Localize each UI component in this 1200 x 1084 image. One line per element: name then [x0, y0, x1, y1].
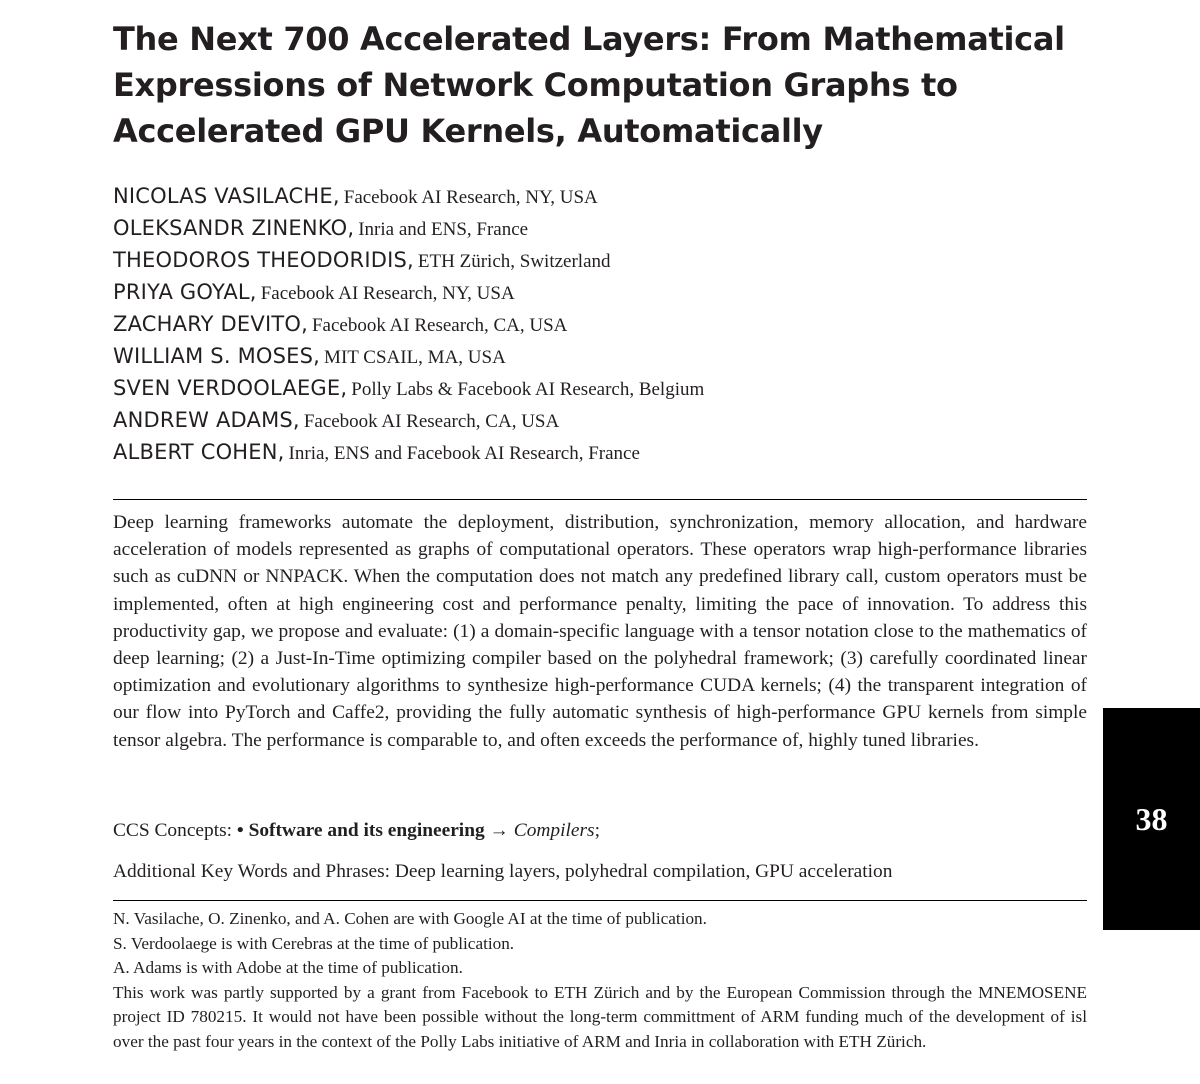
- author-name: ANDREW ADAMS,: [113, 408, 300, 432]
- footnote: A. Adams is with Adobe at the time of publication.: [113, 958, 463, 978]
- author-affiliation: Inria, ENS and Facebook AI Research, France: [288, 443, 640, 464]
- ccs-end: ;: [594, 820, 600, 841]
- author-list: [113, 180, 1113, 468]
- author-entry: [113, 404, 1113, 436]
- author-name: SVEN VERDOOLAEGE,: [113, 376, 348, 400]
- keywords-label: Additional Key Words and Phrases:: [113, 861, 391, 882]
- ccs-concepts: [113, 817, 1087, 845]
- author-affiliation: Facebook AI Research, CA, USA: [311, 315, 568, 336]
- author-name: ZACHARY DEVITO,: [113, 312, 308, 336]
- author-name: ALBERT COHEN,: [113, 440, 285, 464]
- author-entry: [113, 180, 1113, 212]
- author-entry: [113, 212, 1113, 244]
- author-entry: [113, 244, 1113, 276]
- ccs-bullet: •: [236, 820, 244, 841]
- author-affiliation: MIT CSAIL, MA, USA: [324, 347, 506, 368]
- author-entry: [113, 308, 1113, 340]
- author-name: WILLIAM S. MOSES,: [113, 344, 321, 368]
- author-affiliation: Inria and ENS, France: [358, 219, 529, 240]
- abstract-top-rule: [113, 499, 1087, 500]
- keywords: [113, 858, 1087, 886]
- author-entry: [113, 276, 1113, 308]
- footnotes: [113, 907, 1087, 1055]
- author-entry: [113, 372, 1113, 404]
- ccs-label: CCS Concepts:: [113, 820, 233, 841]
- page-number-tab: [1103, 708, 1200, 930]
- author-affiliation: Facebook AI Research, NY, USA: [343, 187, 598, 208]
- author-name: PRIYA GOYAL,: [113, 280, 257, 304]
- footnote: S. Verdoolaege is with Cerebras at the time of publication.: [113, 933, 515, 953]
- author-affiliation: Facebook AI Research, CA, USA: [303, 411, 560, 432]
- author-affiliation: ETH Zürich, Switzerland: [417, 251, 611, 272]
- author-entry: [113, 340, 1113, 372]
- footnote: N. Vasilache, O. Zinenko, and A. Cohen are with Google AI at the time of publication.: [113, 909, 707, 928]
- ccs-subconcept: Compilers: [513, 820, 595, 841]
- footnote-rule: [113, 900, 1087, 901]
- author-name: THEODOROS THEODORIDIS,: [113, 248, 414, 272]
- ccs-concept: Software and its engineering: [248, 820, 485, 841]
- author-name: OLEKSANDR ZINENKO,: [113, 216, 355, 240]
- footnote-funding: This work was partly supported by a grant from Facebook to ETH Zürich and by the European Commission through the MNEMOSENE project ID 780215. It would not have been possible without the long-term committment of ARM funding much of the development of isl over the past four years in the context of the Polly Labs initiative of ARM and Inria in collaboration with ETH Zürich.: [113, 982, 1087, 1051]
- ccs-arrow: →: [489, 820, 509, 841]
- author-name: NICOLAS VASILACHE,: [113, 184, 340, 208]
- paper-title: The Next 700 Accelerated Layers: From Mathematical Expressions of Network Computation Graphs to Accelerated GPU Kernels, Automatically: [113, 20, 1065, 150]
- author-entry: [113, 436, 1113, 468]
- page-number: 38: [1135, 800, 1168, 837]
- keywords-text: Deep learning layers, polyhedral compilation, GPU acceleration: [394, 861, 893, 882]
- author-affiliation: Polly Labs & Facebook AI Research, Belgium: [351, 379, 705, 400]
- abstract-text: Deep learning frameworks automate the deployment, distribution, synchronization, memory allocation, and hardware acceleration of models represented as graphs of computational operators. These operators wrap high-performance libraries such as cuDNN or NNPACK. When the computation does not match any predefined library call, custom operators must be implemented, often at high engineering cost and performance penalty, limiting the pace of innovation. To address this productivity gap, we propose and evaluate: (1) a domain-specific language with a tensor notation close to the mathematics of deep learning; (2) a Just-In-Time optimizing compiler based on the polyhedral framework; (3) carefully coordinated linear optimization and evolutionary algorithms to synthesize high-performance CUDA kernels; (4) the transparent integration of our flow into PyTorch and Caffe2, providing the fully automatic synthesis of high-performance GPU kernels from simple tensor algebra. The performance is comparable to, and often exceeds the performance of, highly tuned libraries.: [113, 512, 1087, 751]
- author-affiliation: Facebook AI Research, NY, USA: [260, 283, 515, 304]
